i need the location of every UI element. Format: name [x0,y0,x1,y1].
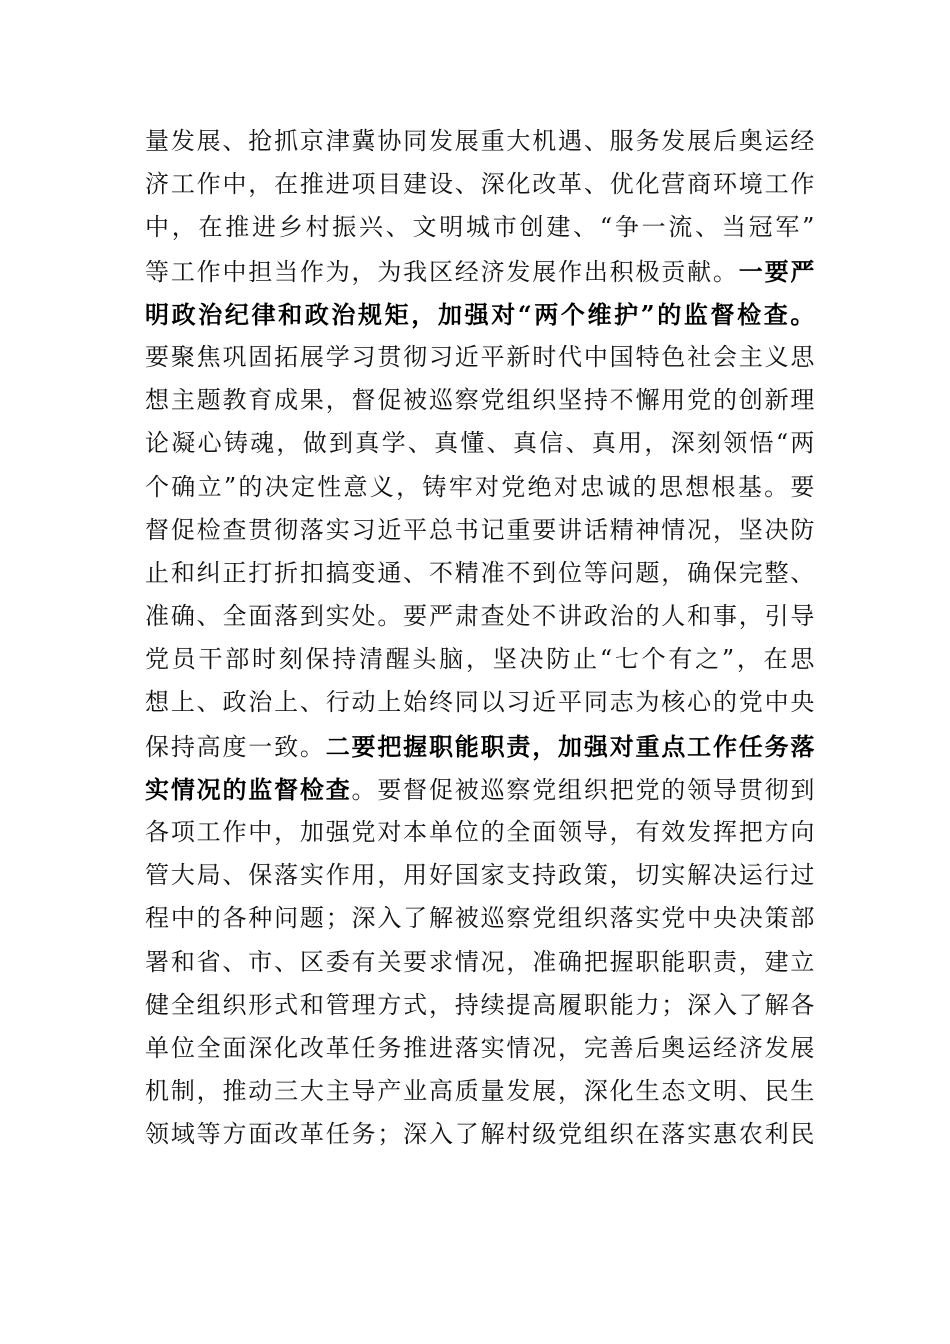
text-line [145,1113,815,1156]
text-line [145,1070,815,1113]
text-line [145,422,815,465]
text-run: 想上、政治上、行动上始终同以习近平同志为核心的党中央 [145,688,815,717]
bold-heading-run: 实情况的监督检查 [145,774,352,804]
text-line [145,379,815,422]
text-line [145,595,815,638]
text-run: 个确立”的决定性意义，铸牢对党绝对忠诚的思想根基。要 [145,472,815,501]
text-line [145,509,815,552]
text-run: 准确、全面落到实处。要严肃查处不讲政治的人和事，引导 [145,602,815,631]
text-run: 论凝心铸魂，做到真学、真懂、真信、真用，深刻领悟“两 [145,429,815,458]
text-line [145,1027,815,1070]
text-line [145,206,815,249]
bold-heading-run: 一要严 [738,256,815,286]
text-run: 中，在推进乡村振兴、文明城市创建、“争一流、当冠军” [145,213,815,242]
text-line [145,984,815,1027]
text-line [145,120,815,163]
text-line [145,466,815,509]
text-run: 济工作中，在推进项目建设、深化改革、优化营商环境工作 [145,170,815,199]
bold-heading-run: 明政治纪律和政治规矩，加强对“两个维护”的监督检查。 [145,299,815,329]
text-line [145,897,815,940]
text-line [145,811,815,854]
text-line [145,293,815,336]
text-run: 程中的各种问题；深入了解被巡察党组织落实党中央决策部 [145,904,815,933]
text-run: 署和省、市、区委有关要求情况，准确把握职能职责，建立 [145,947,815,976]
text-run: 领域等方面改革任务；深入了解村级党组织在落实惠农利民 [145,1120,815,1149]
text-run: 。要督促被巡察党组织把党的领导贯彻到 [351,775,815,804]
text-run: 各项工作中，加强党对本单位的全面领导，有效发挥把方向 [145,818,815,846]
bold-heading-run: 二要把握职能职责，加强对重点工作任务落 [325,731,815,761]
text-line [145,854,815,897]
text-line [145,681,815,724]
text-line [145,725,815,768]
text-run: 健全组织形式和管理方式，持续提高履职能力；深入了解各 [145,990,815,1019]
text-run: 机制，推动三大主导产业高质量发展，深化生态文明、民生 [145,1077,815,1106]
text-run: 要聚焦巩固拓展学习贯彻习近平新时代中国特色社会主义思 [145,342,815,371]
text-run: 等工作中担当作为，为我区经济发展作出积极贡献。 [145,257,739,286]
text-run: 保持高度一致。 [145,732,326,761]
text-line [145,250,815,293]
text-run: 量发展、抢抓京津冀协同发展重大机遇、服务发展后奥运经 [145,127,815,155]
text-line [145,552,815,595]
text-run: 单位全面深化改革任务推进落实情况，完善后奥运经济发展 [145,1033,815,1062]
text-run: 想主题教育成果，督促被巡察党组织坚持不懈用党的创新理 [145,386,815,415]
text-run: 督促检查贯彻落实习近平总书记重要讲话精神情况，坚决防 [145,515,815,544]
text-run: 党员干部时刻保持清醒头脑，坚决防止“七个有之”，在思 [145,645,815,674]
text-line [145,163,815,206]
body-text [145,120,815,1157]
text-line [145,336,815,379]
text-line [145,941,815,984]
text-line [145,768,815,811]
text-run: 止和纠正打折扣搞变通、不精准不到位等问题，确保完整、 [145,558,815,587]
text-run: 管大局、保落实作用，用好国家支持政策，切实解决运行过 [145,861,815,890]
text-line [145,638,815,681]
